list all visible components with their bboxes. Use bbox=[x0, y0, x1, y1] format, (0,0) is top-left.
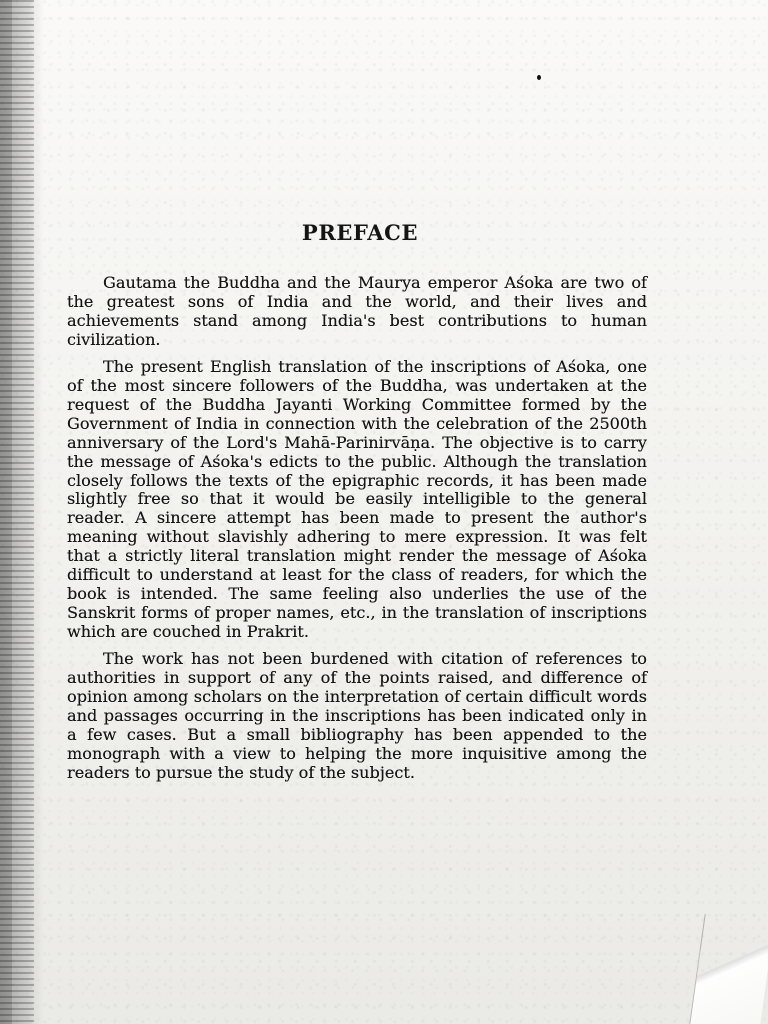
ink-dot bbox=[537, 75, 541, 80]
torn-corner bbox=[689, 914, 768, 1024]
paragraph-1: Gautama the Buddha and the Maurya emperor Aśoka are two of the greatest sons of India and the world, and their lives and achievements stand among India's best contributions to human civilization. bbox=[67, 273, 647, 349]
paragraph-2: The present English translation of the inscriptions of Aśoka, one of the most sincere followers of the Buddha, was undertaken at the request of the Buddha Jayanti Working Committee formed by the Government of India in connection with the celebration of the 2500th anniversary of the Lord's Mahā-Parinirvāṇa. The objective is to carry the message of Aśoka's edicts to the public. Although the translation closely follows the texts of the epigraphic records, it has been made slightly free so that it would be easily intelligible to the general reader. A sincere attempt has been made to present the author's meaning without slavishly adhering to mere expression. It was felt that a strictly literal translation might render the message of Aśoka difficult to understand at least for the class of readers, for which the book is intended. The same feeling also underlies the use of the Sanskrit forms of proper names, etc., in the translation of inscriptions which are couched in Prakrit. bbox=[67, 356, 647, 642]
preface-body bbox=[67, 274, 647, 791]
page-title: PREFACE bbox=[301, 220, 419, 245]
paragraph-3: The work has not been burdened with citation of references to authorities in support of any of the points raised, and difference of opinion among scholars on the interpretation of certain difficult words and passages occurring in the inscriptions has been indicated only in a few cases. But a small bibliography has been appended to the monograph with a view to helping the more inquisitive among the readers to pursue the study of the subject. bbox=[67, 649, 647, 782]
scan-left-edge bbox=[0, 0, 34, 1024]
